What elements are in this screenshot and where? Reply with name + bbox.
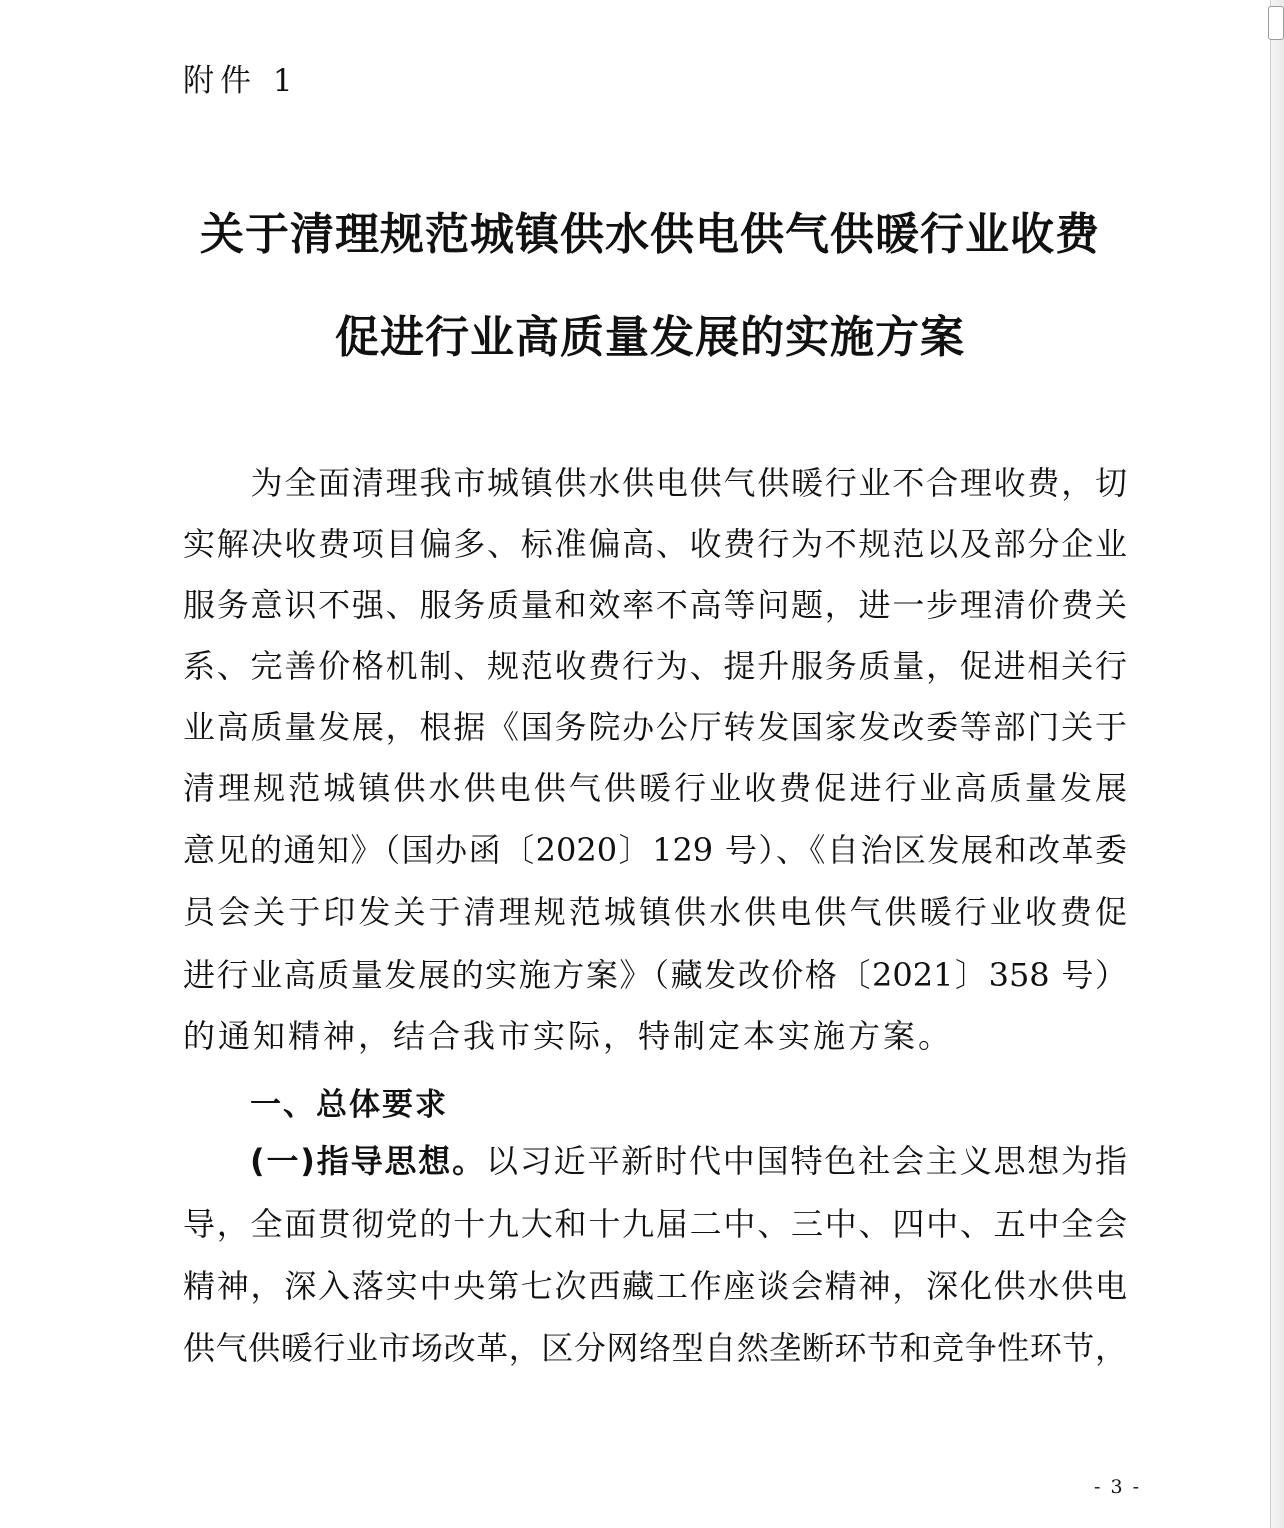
intro-paragraph-line: 服务意识不强、服务质量和效率不高等问题，进一步理清价费关	[183, 586, 1127, 624]
viewer-right-edge	[1270, 0, 1284, 1528]
intro-paragraph-line: 意见的通知》（国办函〔2020〕129 号）、《自治区发展和改革委	[183, 831, 1127, 869]
intro-paragraph-line: 进行业高质量发展的实施方案》（藏发改价格〔2021〕358 号）	[183, 956, 1127, 994]
intro-paragraph-line: 清理规范城镇供水供电供气供暖行业收费促进行业高质量发展	[183, 769, 1127, 807]
attachment-label: 附件 1	[183, 63, 299, 99]
intro-paragraph-line: 的通知精神，结合我市实际，特制定本实施方案。	[183, 1017, 954, 1055]
guiding-thought-label: (一)指导思想。	[250, 1142, 486, 1180]
guiding-paragraph-line: 供气供暖行业市场改革，区分网络型自然垄断环节和竞争性环节，	[183, 1329, 1127, 1367]
page-corner-handle[interactable]	[1268, 6, 1284, 40]
document-title-line-2: 促进行业高质量发展的实施方案	[335, 312, 965, 363]
intro-paragraph-line: 系、完善价格机制、规范收费行为、提升服务质量，促进相关行	[183, 647, 1127, 685]
guiding-paragraph-line: 精神，深入落实中央第七次西藏工作座谈会精神，深化供水供电	[183, 1267, 1127, 1305]
guiding-thought-text: 以习近平新时代中国特色社会主义思想为指	[485, 1142, 1127, 1180]
intro-paragraph-line: 为全面清理我市城镇供水供电供气供暖行业不合理收费，切	[183, 464, 1127, 502]
intro-paragraph-line: 员会关于印发关于清理规范城镇供水供电供气供暖行业收费促	[183, 893, 1127, 931]
intro-paragraph-line: 业高质量发展，根据《国务院办公厅转发国家发改委等部门关于	[183, 708, 1127, 746]
guiding-thought-first-line	[250, 1141, 1127, 1181]
intro-paragraph-line: 实解决收费项目偏多、标准偏高、收费行为不规范以及部分企业	[183, 525, 1127, 563]
page-number: - 3 -	[1094, 1476, 1142, 1498]
document-title-line-1: 关于清理规范城镇供水供电供气供暖行业收费	[200, 209, 1100, 260]
guiding-paragraph-line: 导，全面贯彻党的十九大和十九届二中、三中、四中、五中全会	[183, 1205, 1127, 1243]
section-heading: 一、总体要求	[250, 1087, 448, 1123]
